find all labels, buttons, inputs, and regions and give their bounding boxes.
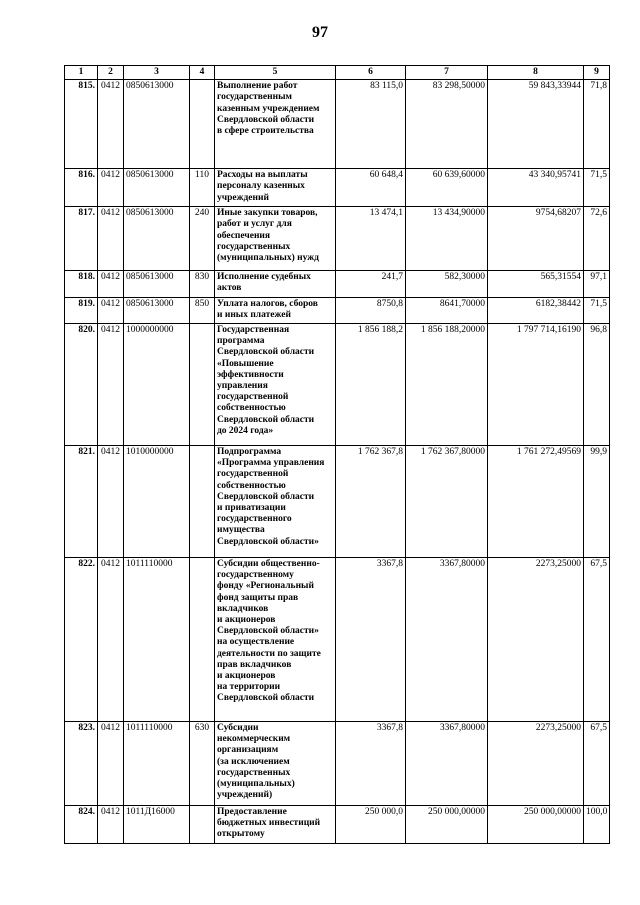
column-header: 1	[65, 66, 98, 80]
item-name-line: до 2024 года»	[217, 425, 274, 436]
item-name-cell	[215, 446, 336, 558]
item-name-cell	[215, 722, 336, 806]
item-name-line: управления	[217, 381, 268, 392]
item-name-line: Выполнение работ	[217, 81, 298, 92]
section-code-cell: 0412	[98, 271, 124, 297]
item-name-cell	[215, 806, 336, 844]
item-name-line: некоммерческим	[217, 734, 291, 745]
executed-amount-cell: 43 340,95741	[488, 169, 584, 207]
execution-percent-cell: 67,5	[584, 558, 610, 722]
table-body	[65, 80, 610, 844]
planned-amount-cell: 8641,70000	[406, 297, 488, 323]
section-code-cell: 0412	[98, 297, 124, 323]
item-name-line: (муниципальных)	[217, 779, 295, 790]
column-header: 6	[336, 66, 406, 80]
expense-type-cell: 630	[190, 722, 215, 806]
planned-amount-cell: 60 639,60000	[406, 169, 488, 207]
item-name-line: Субсидии	[217, 723, 259, 734]
item-name-line: Субсидии общественно-	[217, 559, 320, 570]
table-row	[65, 324, 610, 446]
item-name-line: на территории	[217, 682, 281, 693]
item-name-line: Свердловской области	[217, 114, 315, 125]
section-code-cell: 0412	[98, 722, 124, 806]
item-name-cell	[215, 558, 336, 722]
table-row	[65, 297, 610, 323]
item-name-line: фонд защиты прав	[217, 592, 299, 603]
column-header: 3	[124, 66, 190, 80]
item-name-cell	[215, 169, 336, 207]
column-header: 2	[98, 66, 124, 80]
item-name-line: Уплата налогов, сборов	[217, 298, 318, 309]
row-number-cell: 816.	[65, 169, 98, 207]
column-header: 4	[190, 66, 215, 80]
planned-amount-cell: 3367,80000	[406, 558, 488, 722]
target-code-cell: 1000000000	[124, 324, 190, 446]
column-header: 9	[584, 66, 610, 80]
approved-amount-cell: 60 648,4	[336, 169, 406, 207]
planned-amount-cell: 83 298,50000	[406, 80, 488, 169]
column-header: 8	[488, 66, 584, 80]
row-number-cell: 819.	[65, 297, 98, 323]
table-row	[65, 169, 610, 207]
column-header: 7	[406, 66, 488, 80]
section-code-cell: 0412	[98, 169, 124, 207]
target-code-cell: 1011Д16000	[124, 806, 190, 844]
expense-type-cell	[190, 806, 215, 844]
expense-type-cell: 110	[190, 169, 215, 207]
item-name-line: Свердловской области»	[217, 626, 319, 637]
item-name-line: Расходы на выплаты	[217, 170, 308, 181]
table-row	[65, 207, 610, 271]
table-row	[65, 558, 610, 722]
item-name-line: государственной	[217, 469, 289, 480]
execution-percent-cell: 71,8	[584, 80, 610, 169]
execution-percent-cell: 71,5	[584, 297, 610, 323]
item-name-cell	[215, 324, 336, 446]
column-header: 5	[215, 66, 336, 80]
row-number-cell: 821.	[65, 446, 98, 558]
target-code-cell: 0850613000	[124, 297, 190, 323]
section-code-cell: 0412	[98, 558, 124, 722]
item-name-cell	[215, 80, 336, 169]
item-name-line: (за исключением	[217, 756, 290, 767]
item-name-line: и иных платежей	[217, 309, 291, 320]
row-number-cell: 815.	[65, 80, 98, 169]
approved-amount-cell: 13 474,1	[336, 207, 406, 271]
item-name-line: имущества	[217, 525, 265, 536]
execution-percent-cell: 97,1	[584, 271, 610, 297]
target-code-cell: 0850613000	[124, 80, 190, 169]
section-code-cell: 0412	[98, 324, 124, 446]
item-name-line: деятельности по защите	[217, 648, 321, 659]
item-name-line: программа	[217, 336, 265, 347]
row-number-cell: 824.	[65, 806, 98, 844]
item-name-line: Свердловской области	[217, 347, 315, 358]
planned-amount-cell: 1 856 188,20000	[406, 324, 488, 446]
row-number-cell: 823.	[65, 722, 98, 806]
item-name-line: вкладчиков	[217, 603, 269, 614]
item-name-line: Свердловской области»	[217, 536, 319, 547]
expense-type-cell	[190, 324, 215, 446]
item-name-line: «Программа управления	[217, 458, 325, 469]
planned-amount-cell: 582,30000	[406, 271, 488, 297]
executed-amount-cell: 250 000,00000	[488, 806, 584, 844]
executed-amount-cell: 1 761 272,49569	[488, 446, 584, 558]
item-name-line: эффективности	[217, 369, 284, 380]
executed-amount-cell: 1 797 714,16190	[488, 324, 584, 446]
row-number-cell: 820.	[65, 324, 98, 446]
item-name-line: государственной	[217, 392, 289, 403]
row-number-cell: 817.	[65, 207, 98, 271]
header-row	[65, 66, 610, 80]
execution-percent-cell: 71,5	[584, 169, 610, 207]
executed-amount-cell: 2273,25000	[488, 558, 584, 722]
execution-percent-cell: 72,6	[584, 207, 610, 271]
section-code-cell: 0412	[98, 80, 124, 169]
item-name-line: и приватизации	[217, 503, 286, 514]
section-code-cell: 0412	[98, 806, 124, 844]
item-name-line: Государственная	[217, 325, 290, 336]
item-name-line: персоналу казенных	[217, 181, 305, 192]
planned-amount-cell: 3367,80000	[406, 722, 488, 806]
item-name-line: организациям	[217, 745, 279, 756]
item-name-line: обеспечения	[217, 230, 271, 241]
expense-type-cell	[190, 446, 215, 558]
approved-amount-cell: 3367,8	[336, 722, 406, 806]
item-name-line: Иные закупки товаров,	[217, 208, 318, 219]
item-name-line: и акционеров	[217, 615, 276, 626]
approved-amount-cell: 250 000,0	[336, 806, 406, 844]
target-code-cell: 1011110000	[124, 558, 190, 722]
item-name-line: и акционеров	[217, 671, 276, 682]
item-name-line: Свердловской области	[217, 414, 315, 425]
item-name-line: казенным учреждением	[217, 103, 320, 114]
executed-amount-cell: 2273,25000	[488, 722, 584, 806]
execution-percent-cell: 67,5	[584, 722, 610, 806]
item-name-line: бюджетных инвестиций	[217, 818, 321, 829]
item-name-line: открытому	[217, 829, 265, 840]
item-name-line: государственному	[217, 570, 294, 581]
executed-amount-cell: 565,31554	[488, 271, 584, 297]
table-row	[65, 722, 610, 806]
item-name-cell	[215, 207, 336, 271]
item-name-line: работ и услуг для	[217, 219, 292, 230]
item-name-line: Свердловской области	[217, 693, 315, 704]
item-name-cell	[215, 271, 336, 297]
item-name-line: в сфере строительства	[217, 126, 314, 137]
item-name-line: государственных	[217, 767, 291, 778]
approved-amount-cell: 1 762 367,8	[336, 446, 406, 558]
item-name-line: Подпрограмма	[217, 447, 282, 458]
item-name-line: учреждений)	[217, 790, 273, 801]
row-number-cell: 818.	[65, 271, 98, 297]
target-code-cell: 0850613000	[124, 207, 190, 271]
target-code-cell: 1010000000	[124, 446, 190, 558]
item-name-line: государственного	[217, 514, 292, 525]
table-row	[65, 271, 610, 297]
expense-type-cell: 850	[190, 297, 215, 323]
page-number: 97	[312, 24, 328, 41]
expense-type-cell	[190, 80, 215, 169]
item-name-line: прав вкладчиков	[217, 659, 292, 670]
item-name-cell	[215, 297, 336, 323]
approved-amount-cell: 8750,8	[336, 297, 406, 323]
item-name-line: на осуществление	[217, 637, 295, 648]
execution-percent-cell: 100,0	[584, 806, 610, 844]
table-row	[65, 80, 610, 169]
planned-amount-cell: 1 762 367,80000	[406, 446, 488, 558]
item-name-line: Свердловской области	[217, 491, 315, 502]
expense-type-cell: 240	[190, 207, 215, 271]
executed-amount-cell: 59 843,33944	[488, 80, 584, 169]
target-code-cell: 0850613000	[124, 169, 190, 207]
expense-type-cell: 830	[190, 271, 215, 297]
planned-amount-cell: 13 434,90000	[406, 207, 488, 271]
approved-amount-cell: 3367,8	[336, 558, 406, 722]
target-code-cell: 1011110000	[124, 722, 190, 806]
item-name-line: учреждений	[217, 192, 269, 203]
section-code-cell: 0412	[98, 446, 124, 558]
item-name-line: Исполнение судебных	[217, 272, 311, 283]
expense-type-cell	[190, 558, 215, 722]
section-code-cell: 0412	[98, 207, 124, 271]
item-name-line: Предоставление	[217, 807, 287, 818]
item-name-line: (муниципальных) нужд	[217, 253, 319, 264]
planned-amount-cell: 250 000,00000	[406, 806, 488, 844]
executed-amount-cell: 9754,68207	[488, 207, 584, 271]
table-row	[65, 806, 610, 844]
executed-amount-cell: 6182,38442	[488, 297, 584, 323]
approved-amount-cell: 241,7	[336, 271, 406, 297]
approved-amount-cell: 1 856 188,2	[336, 324, 406, 446]
item-name-line: государственным	[217, 92, 292, 103]
target-code-cell: 0850613000	[124, 271, 190, 297]
budget-table	[64, 65, 610, 844]
item-name-line: государственных	[217, 241, 291, 252]
item-name-line: «Повышение	[217, 358, 274, 369]
item-name-line: собственностью	[217, 403, 286, 414]
approved-amount-cell: 83 115,0	[336, 80, 406, 169]
execution-percent-cell: 96,8	[584, 324, 610, 446]
item-name-line: собственностью	[217, 480, 286, 491]
item-name-line: фонду «Региональный	[217, 581, 314, 592]
table-row	[65, 446, 610, 558]
row-number-cell: 822.	[65, 558, 98, 722]
item-name-line: актов	[217, 283, 242, 294]
execution-percent-cell: 99,9	[584, 446, 610, 558]
